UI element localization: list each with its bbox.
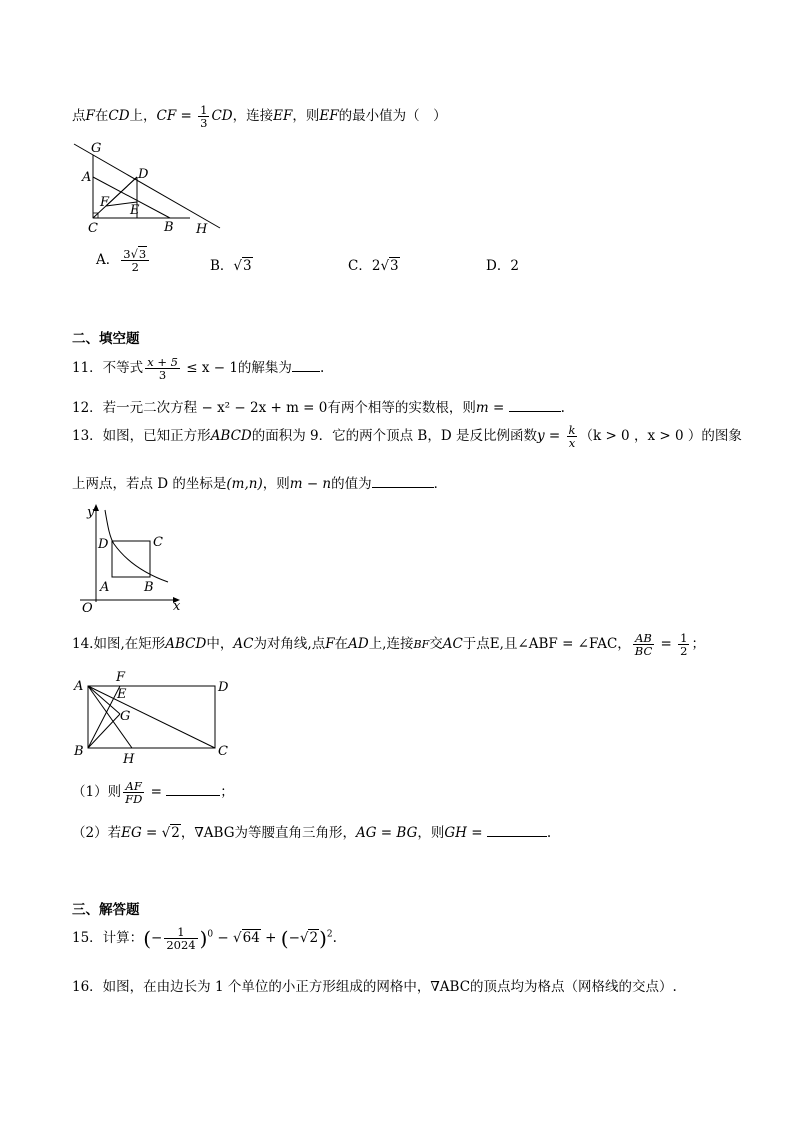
q14-g: 于点E,且∠ABF = ∠FAC，: [462, 636, 631, 653]
q14-a: 14.如图,在矩形: [72, 636, 166, 653]
q13-frac-den: x: [568, 436, 576, 451]
q15-frac-den: 2024: [166, 938, 196, 953]
q14-fraction-half: [678, 632, 689, 657]
q10-option-c[interactable]: C．2√3: [348, 258, 399, 274]
q13-label-b: B: [144, 580, 154, 595]
q14-sub1-num: AF: [123, 780, 144, 793]
q14-label-e: E: [117, 687, 127, 702]
q12-end: .: [560, 400, 565, 416]
q11-rest: ≤ x − 1的解集为: [181, 360, 292, 377]
option-c-letter: C．: [348, 258, 372, 274]
q13-answer-blank[interactable]: [372, 475, 434, 488]
option-a-den: 2: [131, 260, 139, 275]
q13-line1-a: 13．如图，已知正方形: [72, 428, 211, 445]
q15-fraction: [164, 926, 197, 951]
q13-var-mn: m − n: [289, 476, 332, 492]
option-a-letter: A．: [96, 252, 120, 269]
q14-label-a: A: [74, 679, 84, 694]
q14-sub1-den: FD: [125, 792, 143, 807]
q11-text: [72, 356, 324, 381]
q14-eq: =: [656, 636, 677, 653]
q15-paren2-open: (: [280, 926, 289, 951]
q13-label-a: A: [100, 580, 110, 595]
q14-frac-den: BC: [634, 644, 653, 659]
q15-paren-open: (: [143, 926, 151, 951]
q13-label-y: y: [87, 505, 95, 520]
q10-option-a[interactable]: [96, 248, 151, 273]
option-d-value: 2: [510, 258, 519, 274]
q14-f: 交: [429, 636, 443, 653]
q15-end: .: [332, 930, 337, 947]
option-c-rad: 3: [390, 258, 399, 274]
q11-end: .: [319, 360, 325, 377]
q10-var-cf: CF: [156, 108, 177, 125]
q13-fraction: [567, 424, 578, 449]
q13-line2-c: 的值为: [331, 476, 372, 492]
q14-figure: [70, 668, 240, 768]
q10-text: [72, 104, 447, 129]
q13-line1-b: 的面积为 9．它的两个顶点 B，D 是反比例函数: [251, 428, 537, 445]
q13-frac-num: k: [568, 423, 576, 437]
q13-line2-b: ，则: [262, 476, 290, 492]
q14-var-bf: BF: [413, 638, 430, 652]
q13-line1-c: （k > 0 ，x > 0 ）的图象: [579, 428, 742, 445]
q13-label-d: D: [98, 537, 109, 552]
section2-title: 二、填空题: [72, 331, 140, 347]
q10-var-ef2: EF: [319, 108, 339, 125]
option-b-letter: B．: [210, 258, 234, 274]
q10-var-ef: EF: [273, 108, 293, 125]
q10-label-f: F: [100, 195, 110, 210]
q14-label-f: F: [116, 670, 126, 685]
q14-sub2-rad: 2: [171, 825, 180, 841]
q10-label-e: E: [130, 203, 140, 218]
q10-t4: ，则: [292, 108, 320, 125]
q14-sub2: （2）若EG = √2，∇ABG为等腰直角三角形，AG = BG，则GH = .: [72, 825, 552, 841]
q14-var-ac: AC: [233, 636, 254, 653]
q10-label-b: B: [164, 220, 174, 235]
q13-var-y: y =: [536, 428, 565, 445]
q13-label-c: C: [153, 535, 163, 550]
q14-b: 中，: [206, 636, 234, 653]
q10-label-a: A: [82, 170, 92, 185]
q14-sub2-b: ，∇ABG为等腰直角三角形，: [180, 825, 356, 841]
q13-line2-a: 上两点，若点 D 的坐标是: [72, 476, 227, 492]
q13-label-o: O: [82, 601, 93, 616]
q14-d: 在: [334, 636, 349, 653]
q14-end: ；: [691, 636, 705, 653]
q10-prefix: 点: [72, 108, 86, 125]
option-a-coef: 3: [123, 247, 131, 261]
q14-sub1-answer-blank[interactable]: [166, 783, 220, 796]
q14-sub1-eq: =: [146, 784, 167, 801]
q15-paren-close: ): [199, 926, 208, 951]
option-b-rad: 3: [243, 258, 252, 274]
q11-fraction: [145, 356, 180, 381]
q15-mid: −: [213, 930, 234, 947]
q14-sub2-var: EG =: [121, 825, 162, 841]
q10-t5: 的最小值为（ ）: [338, 108, 447, 125]
q14-e: 上,连接: [368, 636, 414, 653]
q13-end: ．: [433, 476, 448, 492]
q14-sub1: [72, 780, 234, 805]
q14-label-b: B: [74, 744, 84, 759]
option-a-rad: 3: [138, 247, 147, 261]
q10-eq: =: [176, 108, 197, 125]
q15-rad2: 2: [309, 930, 319, 947]
q14-label-g: G: [120, 709, 131, 724]
section3-title: 三、解答题: [72, 902, 140, 918]
q14-sub2-answer-blank[interactable]: [487, 824, 547, 837]
q14-var-ad: AD: [348, 636, 369, 653]
q10-option-b[interactable]: B．√3: [210, 258, 252, 274]
q15-a: 15．计算：: [72, 930, 144, 947]
q12-text: [72, 396, 565, 416]
q14-sub1-fraction: [123, 780, 144, 805]
option-d-letter: D．: [486, 258, 511, 274]
q12-var: m =: [475, 400, 509, 416]
q10-var-f: F: [85, 108, 95, 125]
q10-label-g: G: [91, 141, 102, 156]
q10-t3: ，连接: [232, 108, 274, 125]
option-c-coef: 2: [371, 258, 381, 274]
q10-figure: [70, 140, 230, 240]
q14-sub2-a: （2）若: [72, 825, 122, 841]
option-a-fraction: $\frac{3√3}{2}$: [121, 248, 149, 273]
q14-var-ac2: AC: [442, 636, 463, 653]
q14-sub1-a: （1）则: [72, 784, 122, 801]
q15-paren2-close: ): [319, 926, 327, 951]
q10-frac-den: 3: [200, 116, 208, 131]
q10-label-c: C: [88, 221, 98, 236]
q12-body: 12．若一元二次方程 − x² − 2x + m = 0有两个相等的实数根，则: [72, 400, 476, 416]
q14-var-abcd: ABCD: [165, 636, 207, 653]
q14-frac-num: AB: [633, 632, 654, 645]
q14-sub2-c: ，则: [417, 825, 445, 841]
q14-fraction-ab-bc: [633, 632, 654, 657]
q14-frac2-den: 2: [680, 644, 688, 659]
q14-sub1-end: ；: [220, 784, 234, 801]
q11-frac-num: x + 5: [147, 355, 178, 369]
q14-label-c: C: [218, 744, 228, 759]
q10-var-cd: CD: [108, 108, 130, 125]
q15-plus: +: [260, 930, 281, 947]
q14-c: 为对角线,点: [253, 636, 326, 653]
q14-var-f: F: [325, 636, 335, 653]
q10-t1: 在: [94, 108, 109, 125]
q15-text: 15．计算：(− $\frac{1}{2024}$ )$^0 - √64 + (-√2)^2$.: [72, 925, 337, 953]
q10-var-cd2: CD: [211, 108, 233, 125]
q14-sub2-var3: GH =: [444, 825, 487, 841]
q15-exp0: 0: [207, 929, 214, 940]
q14-frac2-num: 1: [680, 631, 688, 645]
q13-var-abcd: ABCD: [210, 428, 252, 445]
q10-label-d: D: [138, 167, 149, 182]
q14-text: [72, 632, 705, 657]
q11-answer-blank[interactable]: [292, 359, 320, 372]
q14-sub2-end: .: [546, 825, 552, 841]
q13-coord: (m,n): [226, 476, 263, 492]
q16-text: 16．如图，在由边长为 1 个单位的小正方形组成的网格中，∇ABC的顶点均为格点（网格线的交点）.: [72, 979, 677, 995]
q15-frac-num: 1: [164, 926, 197, 939]
q10-t2: 上，: [129, 108, 157, 125]
q14-sub2-var2: AG = BG: [355, 825, 418, 841]
q10-option-d[interactable]: [486, 254, 519, 274]
q10-frac-num: 1: [200, 103, 208, 117]
q13-label-x: x: [173, 599, 181, 614]
q14-label-h: H: [123, 752, 135, 767]
q13-line2: [72, 472, 447, 492]
q10-label-h: H: [196, 222, 208, 237]
q11-num: 11．不等式: [72, 360, 144, 377]
q12-answer-blank[interactable]: [509, 399, 561, 412]
q13-figure: [74, 500, 194, 616]
q10-fraction: [198, 104, 209, 129]
q14-label-d: D: [218, 680, 229, 695]
q13-line1: [72, 424, 742, 449]
q15-rad64: 64: [242, 930, 260, 947]
q11-frac-den: 3: [158, 368, 167, 383]
q15-exp2: 2: [326, 929, 333, 940]
